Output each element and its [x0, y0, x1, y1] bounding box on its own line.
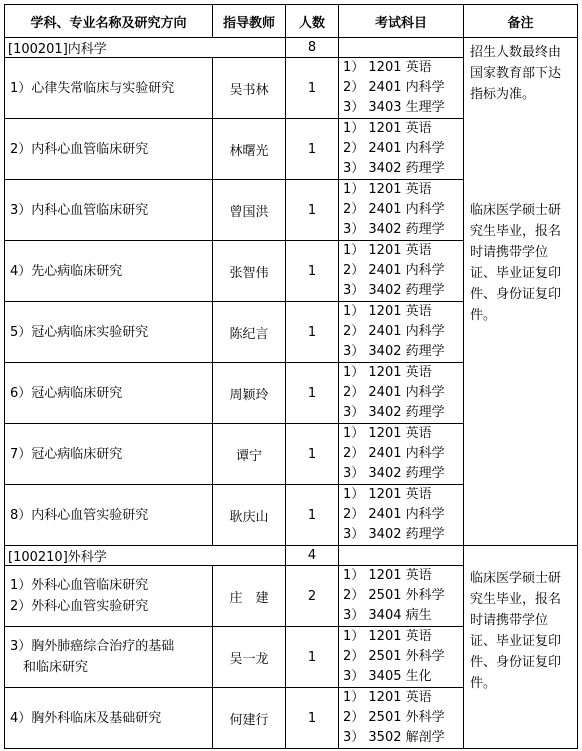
enrollment-count: 1 — [286, 180, 339, 241]
enrollment-count: 2 — [286, 566, 339, 627]
supervisor-name: 何建行 — [213, 688, 286, 749]
exam-subject: 3） 3402 药理学 — [343, 283, 445, 298]
research-direction: 3）内科心血管临床研究 — [5, 180, 213, 241]
exam-subject: 2） 2401 内科学 — [343, 80, 445, 95]
direction-line: 1）外科心血管临床研究 — [10, 578, 149, 593]
exam-subject: 2） 2501 外科学 — [343, 710, 445, 725]
admissions-table — [4, 4, 578, 749]
exam-subject: 1） 1201 英语 — [343, 304, 432, 319]
enrollment-count: 1 — [286, 302, 339, 363]
exam-subject: 1） 1201 英语 — [343, 60, 432, 75]
research-direction: 7）冠心病临床研究 — [5, 424, 213, 485]
exam-subject: 2） 2401 内科学 — [343, 385, 445, 400]
exam-subject: 3） 3404 病生 — [343, 608, 432, 623]
supervisor-name: 张智伟 — [213, 241, 286, 302]
major-count: 8 — [286, 38, 339, 58]
major-name: [100201]内科学 — [5, 38, 286, 58]
exam-subject: 3） 3402 药理学 — [343, 527, 445, 542]
exam-subject: 2） 2401 内科学 — [343, 507, 445, 522]
enrollment-count: 1 — [286, 119, 339, 180]
exam-subjects — [339, 363, 464, 424]
major-row — [5, 38, 578, 58]
note-spacer — [470, 105, 572, 200]
header-note: 备注 — [464, 5, 578, 38]
research-direction: 5）冠心病临床实验研究 — [5, 302, 213, 363]
exam-subject: 3） 3402 药理学 — [343, 405, 445, 420]
exam-subjects — [339, 119, 464, 180]
header-teacher: 指导教师 — [213, 5, 286, 38]
exam-subject: 3） 3402 药理学 — [343, 222, 445, 237]
enrollment-count: 1 — [286, 363, 339, 424]
exam-subject: 2） 2401 内科学 — [343, 202, 445, 217]
research-direction: 8）内科心血管实验研究 — [5, 485, 213, 546]
supervisor-name: 庄 建 — [213, 566, 286, 627]
supervisor-name: 周颖玲 — [213, 363, 286, 424]
direction-line: 2）外科心血管实验研究 — [10, 599, 149, 614]
research-direction: 4）胸外科临床及基础研究 — [5, 688, 213, 749]
supervisor-name: 曾国洪 — [213, 180, 286, 241]
major-name: [100210]外科学 — [5, 546, 286, 566]
exam-subjects — [339, 627, 464, 688]
exam-subject: 3） 3403 生理学 — [343, 100, 445, 115]
exam-subject: 3） 3402 药理学 — [343, 344, 445, 359]
exam-subject: 3） 3402 药理学 — [343, 161, 445, 176]
exam-subjects — [339, 485, 464, 546]
research-direction — [5, 566, 213, 627]
supervisor-name: 吴一龙 — [213, 627, 286, 688]
exam-subject: 2） 2501 外科学 — [343, 649, 445, 664]
research-direction: 1）心律失常临床与实验研究 — [5, 58, 213, 119]
note-spacer — [470, 550, 572, 568]
supervisor-name: 耿庆山 — [213, 485, 286, 546]
note-certificate: 临床医学硕士研究生毕业，报名时请携带学位证、毕业证复印件、身份证复印件。 — [470, 571, 562, 691]
note-quota: 招生人数最终由国家教育部下达指标为准。 — [470, 45, 562, 102]
header-direction: 学科、专业名称及研究方向 — [5, 5, 213, 38]
exam-subject: 1） 1201 英语 — [343, 182, 432, 197]
header-row — [5, 5, 578, 38]
note-cell-surgery — [464, 546, 578, 749]
supervisor-name: 谭宁 — [213, 424, 286, 485]
exam-subject: 3） 3405 生化 — [343, 669, 432, 684]
exam-subject: 1） 1201 英语 — [343, 690, 432, 705]
note-cell-internal — [464, 38, 578, 546]
note-certificate: 临床医学硕士研究生毕业，报名时请携带学位证、毕业证复印件、身份证复印件。 — [470, 203, 562, 323]
exam-subject: 3） 3402 药理学 — [343, 466, 445, 481]
major-exam-empty — [339, 38, 464, 58]
major-count: 4 — [286, 546, 339, 566]
exam-subject: 2） 2401 内科学 — [343, 446, 445, 461]
enrollment-count: 1 — [286, 485, 339, 546]
supervisor-name: 吴书林 — [213, 58, 286, 119]
enrollment-count: 1 — [286, 58, 339, 119]
exam-subject: 1） 1201 英语 — [343, 487, 432, 502]
supervisor-name: 陈纪言 — [213, 302, 286, 363]
enrollment-count: 1 — [286, 688, 339, 749]
direction-line: 3）胸外肺癌综合治疗的基础 — [10, 639, 175, 654]
exam-subject: 1） 1201 英语 — [343, 426, 432, 441]
exam-subjects — [339, 180, 464, 241]
supervisor-name: 林曙光 — [213, 119, 286, 180]
exam-subject: 3） 3502 解剖学 — [343, 730, 445, 745]
header-exam: 考试科目 — [339, 5, 464, 38]
direction-line: 和临床研究 — [10, 660, 89, 675]
exam-subjects — [339, 302, 464, 363]
enrollment-count: 1 — [286, 627, 339, 688]
exam-subjects — [339, 58, 464, 119]
exam-subjects — [339, 688, 464, 749]
exam-subject: 2） 2401 内科学 — [343, 263, 445, 278]
major-row — [5, 546, 578, 566]
research-direction: 6）冠心病临床研究 — [5, 363, 213, 424]
enrollment-count: 1 — [286, 241, 339, 302]
exam-subject: 1） 1201 英语 — [343, 365, 432, 380]
exam-subject: 1） 1201 英语 — [343, 243, 432, 258]
exam-subject: 1） 1201 英语 — [343, 629, 432, 644]
header-count: 人数 — [286, 5, 339, 38]
exam-subject: 2） 2501 外科学 — [343, 588, 445, 603]
exam-subjects — [339, 241, 464, 302]
exam-subjects — [339, 566, 464, 627]
exam-subjects — [339, 424, 464, 485]
research-direction — [5, 627, 213, 688]
exam-subject: 2） 2401 内科学 — [343, 324, 445, 339]
research-direction: 4）先心病临床研究 — [5, 241, 213, 302]
enrollment-count: 1 — [286, 424, 339, 485]
exam-subject: 2） 2401 内科学 — [343, 141, 445, 156]
exam-subject: 1） 1201 英语 — [343, 568, 432, 583]
research-direction: 2）内科心血管临床研究 — [5, 119, 213, 180]
exam-subject: 1） 1201 英语 — [343, 121, 432, 136]
major-exam-empty — [339, 546, 464, 566]
